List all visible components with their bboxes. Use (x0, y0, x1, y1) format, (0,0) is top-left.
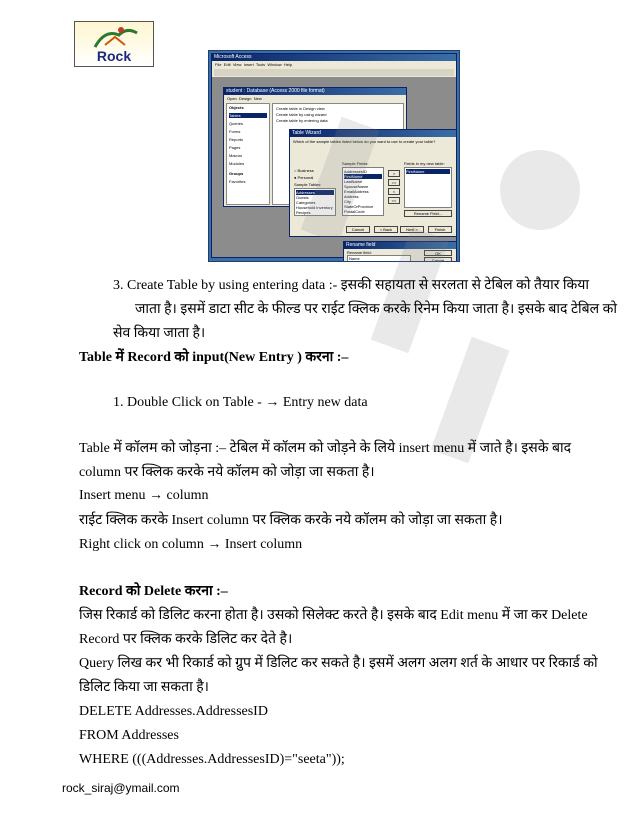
rename-field-button[interactable]: Rename Field... (404, 210, 452, 217)
rename-ok-button[interactable]: OK (424, 250, 452, 256)
objects-tables[interactable]: Tables (229, 113, 267, 118)
menu-tools[interactable]: Tools (255, 62, 266, 67)
new-fields-list[interactable] (404, 167, 452, 208)
right-click-hindi-line: राईट क्लिक करके Insert column पर क्लिक करके नये कॉलम को जोड़ा जा सकता है। (79, 513, 503, 528)
menu-view[interactable]: View (232, 62, 242, 67)
menu-file[interactable]: File (215, 62, 222, 67)
create-entering-data[interactable]: Create table by entering data (276, 118, 328, 123)
sample-tables-label: Sample Tables: (294, 182, 322, 187)
db-window-title: student : Database (Access 2000 file format) (224, 88, 406, 95)
sql-line1: DELETE Addresses.AddressesID (79, 704, 268, 719)
item3-line2: जाता है। इसमें डाटा सीट के फील्ड पर राईट क्लिक करके रिनेम किया जाता है। इसके बाद टेबिल को (135, 302, 618, 317)
heading-record-input: Table में Record को input(New Entry ) करना :– (79, 350, 349, 365)
para3-line1: Query लिख कर भी रिकार्ड को ग्रुप में डिलिट कर सकते है। इसमें अलग अलग शर्त के आधार पर रिकार्ड को (79, 656, 598, 671)
groups-label: Groups (229, 171, 244, 176)
item3-line3: सेव किया जाता है। (113, 326, 206, 341)
rename-label: Rename field: (347, 250, 372, 255)
right-click-english-line: Right click on column → Insert column (79, 537, 303, 552)
heading-record-delete: Record को Delete करना :– (79, 584, 228, 599)
footer-email: rock_siraj@ymail.com (62, 781, 180, 795)
objects-pages[interactable]: Pages (229, 145, 241, 150)
para2-line2: Record पर क्लिक करके डिलिट कर देते है। (79, 632, 293, 647)
sample-field-item[interactable]: PostalCode (344, 209, 365, 214)
sample-tables-list[interactable] (294, 188, 336, 216)
cancel-button[interactable]: Cancel (346, 226, 370, 233)
para1-line1: Table में कॉलम को जोड़ना :– टेबिल में कॉलम को जोड़ने के लिये insert menu में जाते है। इसके बाद (79, 441, 572, 456)
favorites-item[interactable]: Favorites (229, 179, 246, 184)
menu-edit[interactable]: Edit (223, 62, 231, 67)
sample-fields-list[interactable] (342, 167, 384, 216)
objects-modules[interactable]: Modules (229, 161, 245, 166)
item3-line1: 3. Create Table by using entering data :- इसकी सहायता से सरलता से टेबिल को तैयार किया (113, 278, 590, 293)
app-toolbar (214, 69, 454, 76)
objects-header: Objects (229, 105, 244, 110)
sql-line3: WHERE (((Addresses.AddressesID)="seeta")); (79, 752, 345, 767)
menu-insert[interactable]: Insert (243, 62, 254, 67)
next-button[interactable]: Next > (400, 226, 424, 233)
add-all-fields-button[interactable]: >> (388, 179, 400, 186)
access-screenshot (208, 50, 460, 262)
back-button[interactable]: < Back (374, 226, 398, 233)
sample-table-item[interactable]: Categories (296, 200, 316, 205)
rename-cancel-button[interactable]: Cancel (424, 257, 452, 262)
create-design-view[interactable]: Create table in Design view (276, 106, 325, 111)
rename-dialog-title: Rename field (344, 242, 456, 249)
new-fields-label: Fields in my new table: (404, 161, 445, 166)
sample-table-item[interactable]: Guests (296, 195, 309, 200)
objects-queries[interactable]: Queries (229, 121, 244, 126)
sample-field-item[interactable]: Address (344, 194, 359, 199)
remove-field-button[interactable]: < (388, 188, 400, 195)
para3-line2: डिलिट किया जा सकता है। (79, 680, 209, 695)
menu-bar (215, 62, 292, 67)
sample-field-item[interactable]: LastName (344, 179, 363, 184)
objects-forms[interactable]: Forms (229, 129, 241, 134)
para2-line1: जिस रिकार्ड को डिलिट करना होता है। उसको सिलेक्ट करते है। इसके बाद Edit menu में जा कर Delete (79, 608, 588, 623)
objects-reports[interactable]: Reports (229, 137, 244, 142)
insert-menu-line: Insert menu → column (79, 488, 209, 503)
create-wizard[interactable]: Create table by using wizard (276, 112, 327, 117)
sample-field-item[interactable]: FirstName (344, 174, 382, 179)
menu-window[interactable]: Window (267, 62, 282, 67)
sample-field-item[interactable]: EmailAddress (344, 189, 369, 194)
wizard-title: Table Wizard (290, 130, 456, 137)
remove-all-fields-button[interactable]: << (388, 197, 400, 204)
app-titlebar: Microsoft Access (212, 54, 456, 61)
design-button[interactable]: Design (239, 96, 252, 101)
sample-field-item[interactable]: City (344, 199, 351, 204)
wizard-description: Which of the sample tables listed below do you want to use to create your table? (293, 139, 436, 144)
menu-help[interactable]: Help (283, 62, 293, 67)
rock-logo (74, 21, 154, 67)
rename-value: Name (349, 256, 360, 261)
sample-field-item[interactable]: AddressesID (344, 169, 367, 174)
business-radio[interactable]: ○ Business (294, 168, 314, 173)
step1-text: 1. Double Click on Table - → Entry new data (113, 395, 368, 410)
sample-field-item[interactable]: SpouseName (344, 184, 369, 189)
objects-macros[interactable]: Macros (229, 153, 243, 158)
logo-text: Rock (96, 48, 132, 64)
new-field-item[interactable]: FirstName (406, 169, 450, 174)
objects-bar (226, 103, 270, 205)
open-button[interactable]: Open (227, 96, 237, 101)
add-field-button[interactable]: > (388, 170, 400, 177)
sample-table-item[interactable]: Recipes (296, 210, 311, 215)
rename-input[interactable] (347, 255, 411, 262)
sample-fields-label: Sample Fields: (342, 161, 369, 166)
finish-button[interactable]: Finish (428, 226, 452, 233)
sql-line2: FROM Addresses (79, 728, 179, 743)
new-button[interactable]: New (253, 96, 262, 101)
personal-radio[interactable]: ● Personal (294, 175, 314, 180)
sample-table-item[interactable]: Household Inventory (296, 205, 333, 210)
sample-table-item[interactable]: Addresses (296, 190, 334, 195)
sample-field-item[interactable]: StateOrProvince (344, 204, 374, 209)
para1-line2: column पर क्लिक करके नये कॉलम को जोड़ा जा सकता है। (79, 465, 375, 480)
